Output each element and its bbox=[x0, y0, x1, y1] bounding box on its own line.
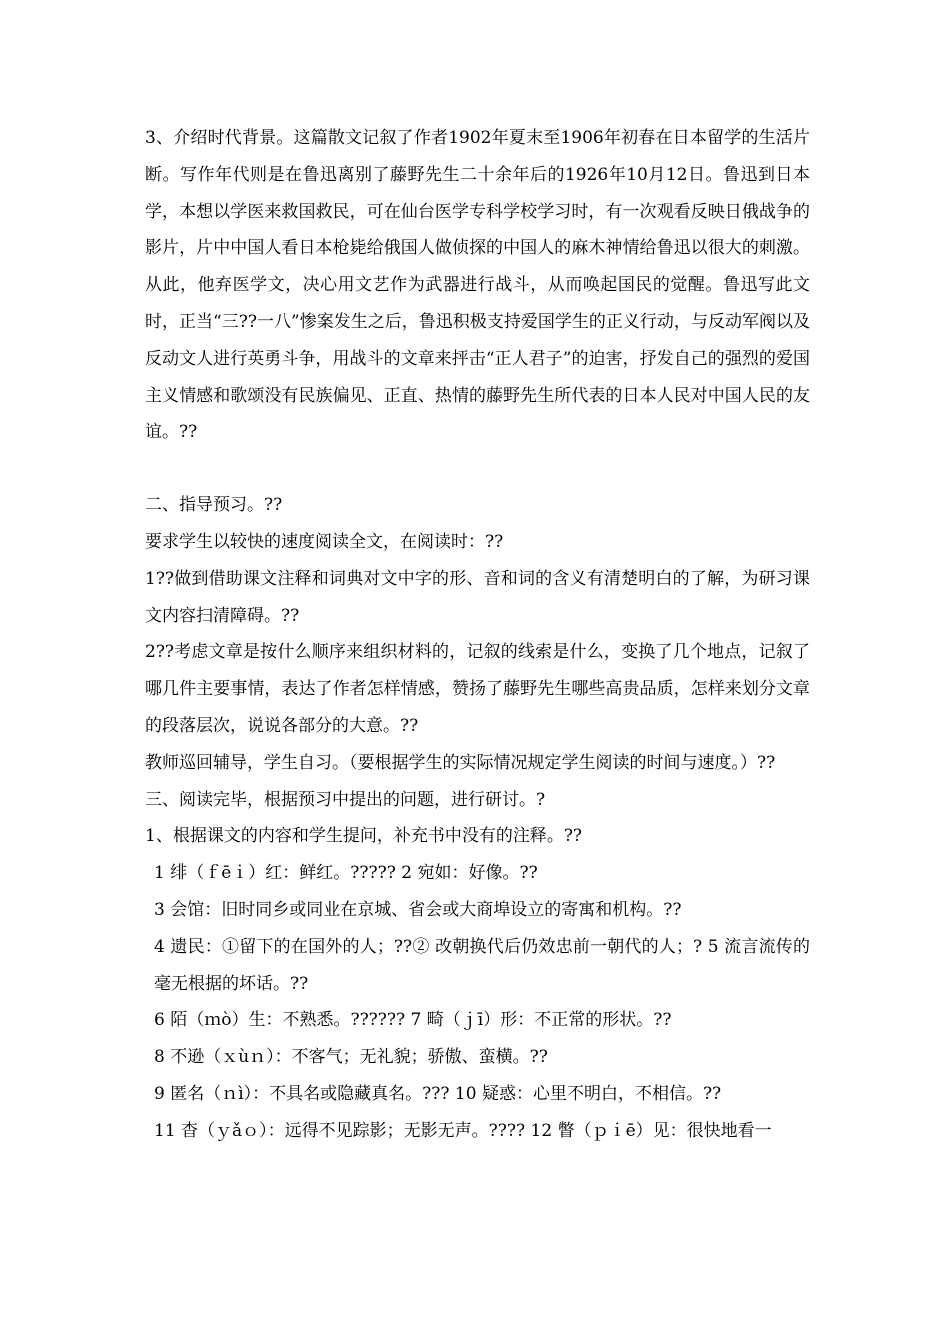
section2-item-2: 2??考虑文章是按什么顺序来组织材料的，记叙的线索是什么，变换了几个地点，记叙了哪几件主要事情，表达了作者怎样情感，赞扬了藤野先生哪些高贵品质，怎样来划分文章的段落层次，说说各部分的大意。?? bbox=[145, 642, 810, 736]
glossary-line: 1 绯（ｆēｉ）红：鲜红。????? 2 宛如：好像。?? bbox=[154, 863, 538, 884]
section2-heading: 二、指导预习。?? bbox=[145, 495, 283, 516]
document-page bbox=[145, 120, 810, 1150]
glossary-line: 4 遗民：①留下的在国外的人；??② 改朝换代后仍效忠前一朝代的人；? 5 流言流传的毫无根据的坏话。?? bbox=[154, 936, 810, 994]
section2-item-1: 1??做到借助课文注释和词典对文中字的形、音和词的含义有清楚明白的了解，为研习课文内容扫清障碍。?? bbox=[145, 568, 810, 626]
glossary-line: 9 匿名（ｎì）：不具名或隐藏真名。??? 10 疑惑：心里不明白，不相信。?? bbox=[154, 1083, 722, 1104]
section3-item-1: 1、根据课文的内容和学生提问，补充书中没有的注释。?? bbox=[145, 826, 583, 847]
paragraph-gap bbox=[145, 451, 810, 487]
section2-note: 教师巡回辅导，学生自习。（要根据学生的实际情况规定学生阅读的时间与速度。）?? bbox=[145, 752, 776, 773]
intro-paragraph: 3、介绍时代背景。这篇散文记叙了作者1902年夏末至1906年初春在日本留学的生活片断。写作年代则是在鲁迅离别了藤野先生二十余年后的1926年10月12日。鲁迅到日本学，本想以学医来救国救民，可在仙台医学专科学校学习时，有一次观看反映日俄战争的影片，片中中国人看日本枪毙给俄国人做侦探的中国人的麻木神情给鲁迅以很大的刺激。从此，他弃医学文，决心用文艺作为武器进行战斗，从而唤起国民的觉醒。鲁迅写此文时，正当“三??一八”惨案发生之后，鲁迅积极支持爱国学生的正义行动，与反动军阀以及反动文人进行英勇斗争，用战斗的文章来抨击“正人君子”的迫害，抒发自己的强烈的爱国主义情感和歌颂没有民族偏见、正直、热情的藤野先生所代表的日本人民对中国人民的友谊。?? bbox=[145, 128, 810, 443]
section2-intro: 要求学生以较快的速度阅读全文，在阅读时：?? bbox=[145, 531, 504, 552]
section3-heading: 三、阅读完毕，根据预习中提出的问题，进行研讨。? bbox=[145, 789, 546, 810]
glossary-line: 11 杳（ｙǎｏ）：远得不见踪影；无影无声。???? 12 瞥（ｐｉē）见：很快地看一 bbox=[154, 1120, 772, 1141]
glossary-line: 8 不逊（ｘùｎ）：不客气；无礼貌；骄傲、蛮横。?? bbox=[154, 1047, 548, 1068]
glossary-line: 3 会馆：旧时同乡或同业在京城、省会或大商埠设立的寄寓和机构。?? bbox=[154, 899, 682, 920]
glossary-line: 6 陌（ｍò）生：不熟悉。?????? 7 畸（ｊī）形：不正常的形状。?? bbox=[154, 1010, 672, 1031]
